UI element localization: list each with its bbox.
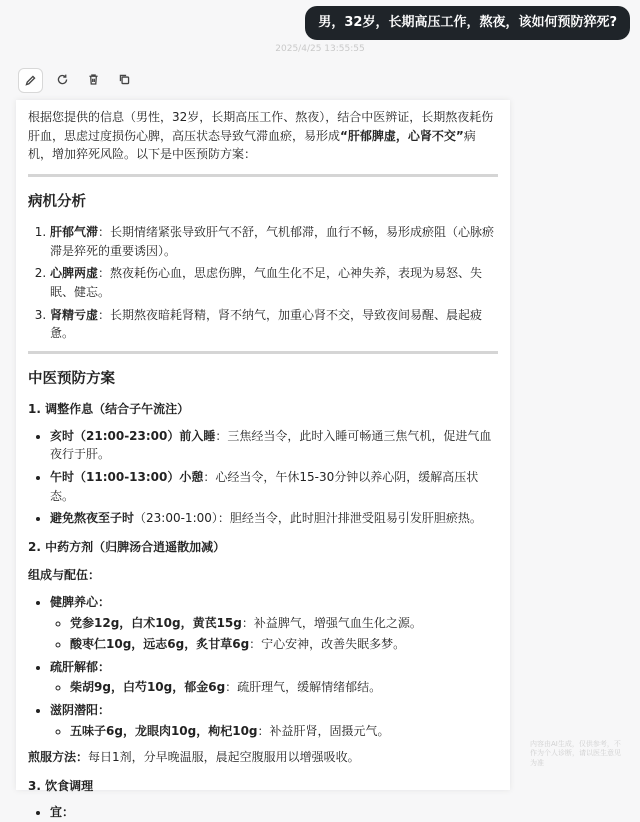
list-item bbox=[70, 678, 498, 697]
copy-icon bbox=[118, 73, 131, 86]
message-actions bbox=[18, 68, 136, 93]
item-term: 亥时（21:00-23:00）前入睡 bbox=[50, 428, 216, 443]
schedule-heading: 1. 调整作息（结合子午流注） bbox=[28, 402, 190, 417]
item-term: 党参12g，白术10g，黄芪15g bbox=[70, 615, 242, 630]
sub-list bbox=[50, 614, 498, 654]
user-message-text: 男，32岁，长期高压工作，熬夜，该如何预防猝死? bbox=[318, 15, 617, 30]
intro-suffix: 病机，增加猝死风险。以下是中医预防方案： bbox=[28, 128, 476, 162]
item-text: ：补益肝肾，固摄元气。 bbox=[257, 723, 390, 738]
sub-list bbox=[50, 722, 498, 741]
ai-disclaimer-watermark: 内容由AI生成，仅供参考，不作为个人诊断，请以医生意见为准 bbox=[530, 740, 621, 767]
user-message-bubble bbox=[305, 6, 630, 40]
item-text: ：疏肝理气，缓解情绪郁结。 bbox=[225, 680, 382, 695]
refresh-icon bbox=[56, 73, 69, 86]
plan-heading: 中医预防方案 bbox=[28, 370, 115, 387]
item-term: 宜： bbox=[50, 805, 75, 820]
method-text: 每日1剂，分早晚温服，晨起空腹服用以增强吸收。 bbox=[88, 750, 360, 765]
edit-button[interactable] bbox=[18, 68, 43, 93]
item-term: 肾精亏虚 bbox=[50, 307, 99, 322]
trash-icon bbox=[87, 73, 100, 86]
list-item bbox=[50, 593, 498, 654]
herbal-heading: 2. 中药方剂（归脾汤合逍遥散加减） bbox=[28, 539, 226, 554]
message-timestamp: 2025/4/25 13:55:55 bbox=[275, 44, 365, 54]
schedule-list bbox=[28, 427, 498, 528]
delete-button[interactable] bbox=[82, 68, 105, 91]
item-term: 五味子6g，龙眼肉10g，枸杞10g bbox=[70, 723, 258, 738]
list-item bbox=[50, 701, 498, 740]
list-item bbox=[50, 306, 498, 343]
item-term: 避免熬夜至子时 bbox=[50, 511, 135, 526]
response-content bbox=[16, 100, 510, 822]
list-item bbox=[50, 264, 498, 301]
item-text: ：长期熬夜暗耗肾精，肾不纳气，加重心肾不交，导致夜间易醒、晨起疲惫。 bbox=[50, 307, 483, 341]
item-text: ：三焦经当令，此时入睡可畅通三焦气机，促进气血夜行于肝。 bbox=[50, 428, 492, 462]
diet-heading: 3. 饮食调理 bbox=[28, 778, 94, 793]
group-label: 滋阴潜阳： bbox=[50, 703, 111, 717]
analysis-list bbox=[28, 223, 498, 343]
item-text: ：宁心安神，改善失眠多梦。 bbox=[249, 637, 406, 652]
composition-label: 组成与配伍： bbox=[28, 568, 101, 583]
item-text: ：熬夜耗伤心血，思虑伤脾，气血生化不足，心神失养，表现为易怒、失眠、健忘。 bbox=[50, 266, 483, 300]
section-divider bbox=[28, 174, 498, 177]
item-term: 午时（11:00-13:00）小憩 bbox=[50, 470, 204, 485]
item-term: 柴胡9g，白芍10g，郁金6g bbox=[70, 680, 226, 695]
list-item bbox=[70, 614, 498, 633]
list-item bbox=[50, 803, 498, 822]
list-item bbox=[50, 468, 498, 505]
method-label: 煎服方法： bbox=[28, 750, 89, 765]
item-text: ：心经当令，午休15-30分钟以养心阴，缓解高压状态。 bbox=[50, 470, 479, 503]
intro-paragraph bbox=[28, 108, 498, 164]
item-term: 心脾两虚 bbox=[50, 266, 99, 281]
intro-emphasis: “肝郁脾虚，心肾不交” bbox=[340, 128, 464, 143]
composition-list bbox=[28, 593, 498, 740]
item-term: 肝郁气滞 bbox=[50, 225, 99, 240]
list-item bbox=[50, 658, 498, 697]
edit-icon bbox=[24, 74, 37, 87]
sub-list bbox=[50, 678, 498, 697]
list-item bbox=[50, 223, 498, 260]
item-text: ：长期情绪紧张导致肝气不舒，气机郁滞，血行不畅，易形成瘀阻（心脉瘀滞是猝死的重要诱因）。 bbox=[50, 225, 495, 258]
section-divider bbox=[28, 351, 498, 354]
list-item bbox=[70, 722, 498, 741]
regenerate-button[interactable] bbox=[51, 68, 74, 91]
method-paragraph bbox=[28, 748, 498, 767]
item-term: 酸枣仁10g，远志6g，炙甘草6g bbox=[70, 637, 250, 652]
item-text: ：补益脾气，增强气血生化之源。 bbox=[241, 615, 422, 630]
ai-response-card bbox=[16, 100, 510, 820]
item-text: （23:00-1:00）：胆经当令，此时胆汁排泄受阻易引发肝胆瘀热。 bbox=[134, 511, 482, 526]
list-item bbox=[70, 635, 498, 654]
list-item bbox=[50, 509, 498, 528]
list-item bbox=[50, 427, 498, 464]
group-label: 健脾养心： bbox=[50, 595, 111, 610]
group-label: 疏肝解郁： bbox=[50, 659, 111, 674]
intro-text: 根据您提供的信息（男性，32岁，长期高压工作、熬夜），结合中医辨证，长期熬夜耗伤肝血，思虑过度损伤心脾，高压状态导致气滞血瘀，易形成 bbox=[28, 110, 494, 143]
copy-button[interactable] bbox=[113, 68, 136, 91]
diet-list bbox=[28, 803, 498, 822]
analysis-heading: 病机分析 bbox=[28, 193, 86, 210]
